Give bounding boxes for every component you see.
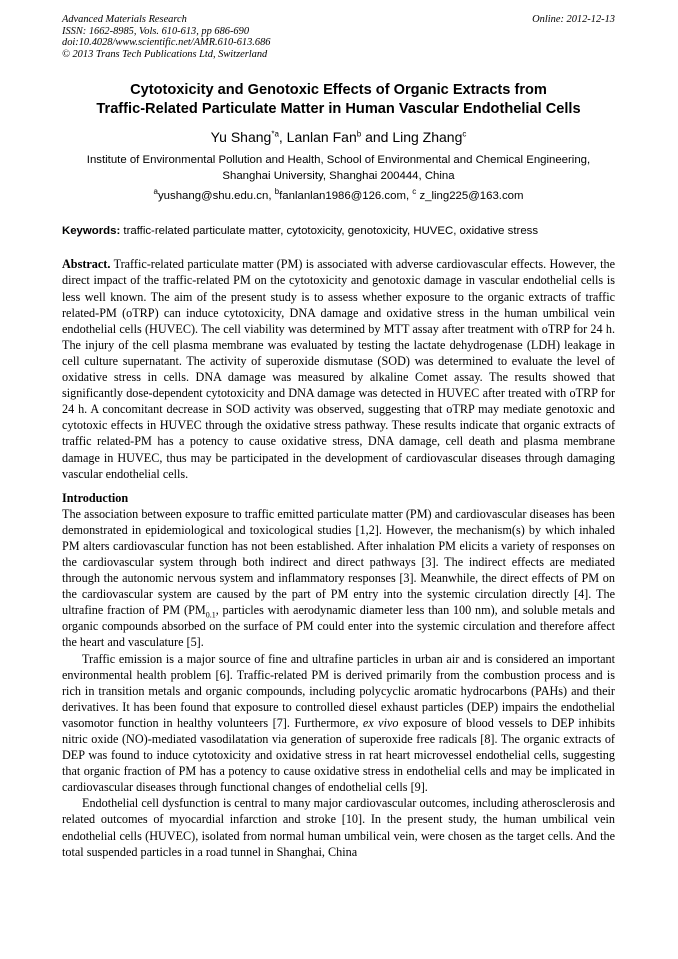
affiliation-line-2: Shanghai University, Shanghai 200444, China (222, 170, 455, 183)
author-2-affil-mark: b (356, 129, 362, 139)
copyright-line: © 2013 Trans Tech Publications Ltd, Switzerland (62, 48, 268, 60)
title-line-1: Cytotoxicity and Genotoxic Effects of Organic Extracts from (130, 82, 547, 99)
abstract-text: Traffic-related particulate matter (PM) is associated with adverse cardiovascular effects. However, the direct impact of the traffic-related PM on the cytotoxicity and genotoxic damage in vascular endothelial cells is less well known. The aim of the present study is to assess whether exposure to the organic extracts of traffic related-PM (oTRP) can induce cytotoxicity, DNA damage and oxidative stress in the human umbilical vein endothelial cells (HUVEC). The cell viability was determined by MTT assay after treatment with oTRP for 24 h. The injury of the cell plasma membrane was evaluated by testing the lactate dehydrogenase (LDH) leakage in cell culture supernatant. The activity of superoxide dismutase (SOD) was determined to evaluate the level of oxidative stress in cells. DNA damage was measured by alkaline Comet assay. The results showed that significantly dose-dependent cytotoxicity and DNA damage was detected in HUVEC after treated with oTRP for 24 h. A concomitant decrease in SOD activity was observed, suggesting that oTRP may mediate genotoxic and cytotoxic effects in HUVEC through the oxidative stress pathway. These results indicate that organic extracts of traffic related-PM has a potency to cause oxidative stress, DNA damage, cell death and plasma membrane damage in HUVEC, thus may be participated in the development of cardiovascular diseases through damaging vascular endothelial cells. (62, 257, 615, 481)
affiliation-line-1: Institute of Environmental Pollution and Health, School of Environmental and Chemical Engineering, (86, 154, 591, 167)
issn-line: ISSN: 1662-8985, Vols. 610-613, pp 686-690 (62, 25, 250, 37)
paper-page (62, 14, 615, 860)
author-3-affil-mark: c (462, 129, 467, 139)
abstract (62, 256, 615, 481)
journal-header (62, 14, 615, 60)
author-1-affil-mark: *a (271, 129, 279, 139)
keywords-label: Keywords: (62, 225, 121, 238)
email-3: z_ling225@163.com (416, 190, 524, 203)
author-1-name: Yu Shang (210, 129, 272, 146)
email-3-mark: c (412, 187, 417, 197)
intro-paragraph-3: Endothelial cell dysfunction is central to many major cardiovascular outcomes, including atherosclerosis and related outcomes of myocardial infarction and stroke [10]. In the present study, the human umbilical vein endothelial cells (HUVEC), isolated from normal human umbilical vein, were chosen as the target cells. And the total suspended particles in a road tunnel in Shanghai, China (62, 796, 615, 859)
intro-p1-subscript: 0.1 (205, 610, 216, 620)
intro-paragraph-1 (62, 506, 615, 651)
author-separator: , (278, 129, 287, 146)
section-heading-introduction: Introduction (62, 490, 129, 505)
email-1: yushang@shu.edu.cn, (157, 190, 275, 203)
email-1-mark: a (153, 187, 158, 197)
affiliation (62, 152, 615, 184)
intro-p1-text-a: The association between exposure to traffic emitted particulate matter (PM) and cardiovascular diseases has been demonstrated in epidemiological and toxicological studies [1,2]. However, the mechanism(s) by which inhaled PM alters cardiovascular function has not been established. After inhalation PM elicits a variety of responses on the cardiovascular system through both indirect and direct pathways [3]. The indirect effects are mediated through the autonomic nervous system and inflammatory responses [3]. Meanwhile, the direct effects of PM on the cardiovascular system are caused by the part of PM entry into the systemic circulation directly [4]. The ultrafine fraction of PM (PM (62, 506, 615, 618)
author-2-name: Lanlan Fan (286, 129, 357, 146)
email-2: fanlanlan1986@126.com, (279, 190, 413, 203)
intro-p1-text-b: , particles with aerodynamic diameter less than 100 nm), and soluble metals and organic compounds absorbed on the surface of PM could enter into the systemic circulation and therefore affect the heart and vasculature [5]. (62, 603, 615, 650)
intro-p2-text-b: exposure of blood vessels to DEP inhibits nitric oxide (NO)-mediated vasodilatation via generation of superoxide free radicals [8]. The organic extracts of DEP was found to induce cytotoxicity and oxidative stress in rat heart microvessel endothelial cells, suggesting that organic fraction of PM has a potency to cause oxidative stress in endothelial cells and may be implicated in cardiovascular diseases through functional changes of endothelial cells [9]. (62, 715, 615, 795)
abstract-label: Abstract. (62, 257, 111, 272)
keywords (62, 223, 615, 239)
doi-line: doi:10.4028/www.scientific.net/AMR.610-613.686 (62, 37, 271, 49)
intro-p2-text-a: Traffic emission is a major source of fine and ultrafine particles in urban air and is considered an important environmental health problem [6]. Traffic-related PM is derived primarily from the combustion process and is rich in transition metals and organic compounds, including polycyclic aromatic hydrocarbons (PAHs) and their derivatives. It has been found that exposure to controlled diesel exhaust particles (DEP) impairs the endothelial vasomotor function in healthy volunteers [7]. Furthermore, (62, 651, 615, 730)
intro-paragraph-2 (62, 651, 615, 796)
online-date: Online: 2012-12-13 (532, 14, 615, 25)
intro-p2-italic: ex vivo (362, 715, 399, 730)
author-list (62, 128, 615, 146)
keywords-text: traffic-related particulate matter, cytotoxicity, genotoxicity, HUVEC, oxidative stress (120, 225, 539, 238)
email-2-mark: b (274, 187, 280, 197)
paper-title (62, 81, 615, 119)
author-separator-and: and (361, 129, 393, 146)
title-line-2: Traffic-Related Particulate Matter in Human Vascular Endothelial Cells (96, 101, 581, 118)
journal-name: Advanced Materials Research (62, 14, 187, 25)
author-emails (62, 188, 615, 204)
author-3-name: Ling Zhang (392, 129, 463, 146)
